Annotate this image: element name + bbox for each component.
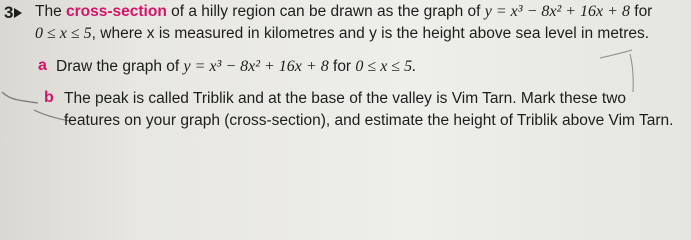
- part-a-label: a: [38, 57, 47, 74]
- part-a-text: [56, 57, 416, 77]
- question-number: 3: [4, 3, 14, 22]
- arrow-icon: [14, 8, 22, 18]
- intro-mid: of a hilly region can be drawn as the graph of: [166, 3, 485, 20]
- intro-tail: for: [629, 3, 653, 20]
- intro-rest: , where x is measured in kilometres and y is the height above sea level in metres.: [91, 25, 650, 42]
- part-a-equation: y = x³ − 8x² + 16x + 8: [183, 58, 329, 75]
- part-a-mid: for: [328, 58, 356, 75]
- part-b-line-1: The peak is called Triblik and at the base of the valley is Vim Tarn. Mark these two: [64, 90, 627, 107]
- pencil-mark-right-upper: [600, 50, 632, 58]
- part-a-lead: Draw the graph of: [56, 58, 184, 75]
- keyword-cross-section: cross-section: [66, 3, 167, 20]
- intro-line-2: [35, 24, 649, 44]
- part-b-line-2: features on your graph (cross-section), and estimate the height of Triblik above Vim Tarn.: [64, 112, 674, 129]
- part-b-label: b: [44, 89, 54, 106]
- intro-equation: y = x³ − 8x² + 16x + 8: [484, 3, 630, 20]
- pencil-mark-right-vertical: [630, 54, 633, 92]
- intro-line-1: [35, 2, 652, 22]
- part-a-domain: 0 ≤ x ≤ 5.: [355, 58, 417, 75]
- pencil-mark-left-upper: [2, 92, 38, 103]
- intro-domain: 0 ≤ x ≤ 5: [35, 25, 92, 42]
- intro-lead: The: [35, 3, 67, 20]
